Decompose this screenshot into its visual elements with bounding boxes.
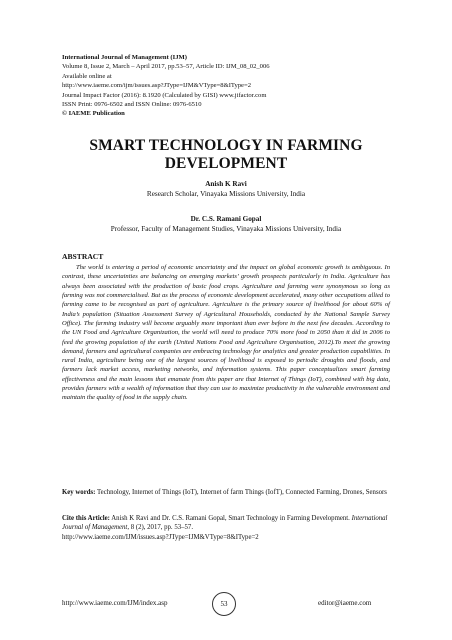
citation-url[interactable]: http://www.iaeme.com/IJM/issues.asp?JType=IJM&VType=8&IType=2 — [62, 533, 259, 541]
journal-name: International Journal of Management (IJM) — [62, 54, 187, 61]
issue-url[interactable]: http://www.iaeme.com/ijm/issues.asp?JType=IJM&VType=8&IType=2 — [62, 82, 251, 90]
keywords-text: Technology, Internet of Things (IoT), Internet of farm Things (IofT), Connected Farming, Drones, Sensors — [95, 489, 387, 496]
keywords-label: Key words: — [62, 489, 96, 496]
paper-title — [40, 137, 412, 173]
volume-info: Volume 8, Issue 2, March – April 2017, pp.53–57, Article ID: IJM_08_02_006 — [62, 63, 270, 71]
page-number: 53 — [212, 592, 236, 616]
author-name: Anish K Ravi — [205, 180, 247, 188]
author-block-1 — [40, 180, 412, 199]
issn-info: ISSN Print: 0976-6502 and ISSN Online: 0976-6510 — [62, 101, 202, 109]
available-online: Available online at — [62, 72, 112, 80]
paper-title-line-2: DEVELOPMENT — [164, 155, 288, 172]
paper-title-line-1: SMART TECHNOLOGY IN FARMING — [89, 137, 363, 154]
footer-url[interactable]: http://www.iaeme.com/IJM/index.asp — [62, 599, 168, 607]
page-footer — [0, 592, 452, 616]
footer-email[interactable]: editor@iaeme.com — [318, 599, 372, 607]
author-name: Dr. C.S. Ramani Gopal — [190, 215, 262, 223]
impact-factor: Journal Impact Factor (2016): 8.1920 (Calculated by GISI) www.jifactor.com — [62, 91, 267, 99]
citation-details: , 8 (2), 2017, pp. 53–57. — [127, 524, 194, 532]
citation-section — [62, 514, 390, 542]
author-affiliation: Professor, Faculty of Management Studies, Vinayaka Missions University, India — [110, 224, 342, 233]
abstract-heading: ABSTRACT — [62, 252, 104, 261]
abstract-section — [62, 252, 390, 403]
keywords-section — [62, 488, 390, 497]
author-affiliation: Research Scholar, Vinayaka Missions University, India — [146, 189, 306, 198]
author-block-2 — [40, 215, 412, 234]
journal-header — [62, 53, 402, 119]
abstract-text: The world is entering a period of economic uncertainty and the impact on global economic growth is ambiguous. In contrast, these uncertainties are balancing on emerging markets’ growth prospects particularly in India. Agriculture has always been associated with the production of basic food crops. Agriculture and farming were synonymous so long as farming was not commercialised. But as the process of economic development accelerated, many other occupations allied to farming came to be recognised as part of agriculture. Agriculture is the primary source of livelihood for about 60% of India’s population (Situation Assessment Survey of Agricultural Households, conducted by the National Sample Survey Office). The farming industry will become arguably more important than ever before in the next few decades. According to the UN Food and Agriculture Organization, the world will need to produce 70% more food in 2050 than it did in 2006 to feed the growing population of the earth (United Nations Food and Agriculture Organisation, 2012).To meet the growing demand, farmers and agricultural companies are embracing technology for analytics and greater production capabilities. In rural India, agriculture being one of the largest sources of livelihood is exposed to periodic droughts and floods, and farmers lack market access, marketing networks, and information systems. This paper conceptualizes smart farming effectiveness and the main lessons that emanate from this paper are that Internet of Things (IoT), combined with big data, provides farmers with a wealth of information that they can use to maximize productivity in the vulnerable environment and maintain the quality of food in the supply chain. — [62, 264, 390, 402]
publisher: © IAEME Publication — [62, 110, 125, 118]
citation-text: Anish K Ravi and Dr. C.S. Ramani Gopal, Smart Technology in Farming Development. — [109, 515, 352, 522]
citation-label: Cite this Article: — [62, 515, 110, 522]
citation-journal: International Journal of Management — [62, 515, 388, 532]
